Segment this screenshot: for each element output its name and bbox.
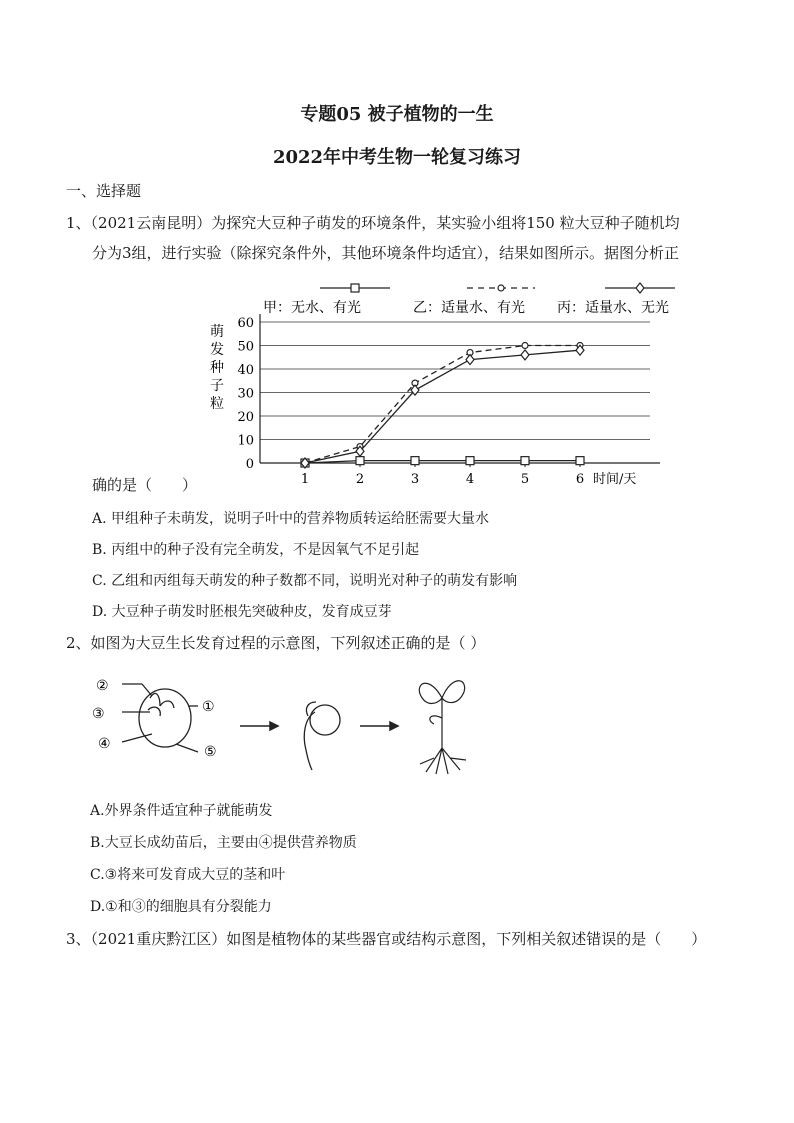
chart-y-label (210, 323, 224, 412)
label-5: ⑤ (204, 744, 217, 760)
page-title: 专题05 被子植物的一生 (300, 104, 494, 125)
series-0 (301, 457, 584, 467)
chart-x-ticks (301, 463, 584, 487)
marker-square (466, 457, 474, 465)
marker-square (356, 457, 364, 465)
marker-square (521, 457, 529, 465)
marker-circle (522, 343, 528, 349)
chart-series (301, 343, 584, 469)
series-2 (301, 345, 584, 468)
seed-diagram (122, 684, 198, 752)
marker-square (411, 457, 419, 465)
chart-x-label: 时间/天 (593, 472, 637, 487)
series-1 (302, 343, 583, 467)
soybean-development-figure (90, 668, 510, 778)
y-label-char: 子 (210, 378, 224, 394)
x-tick-label: 6 (575, 472, 585, 487)
marker-diamond (521, 350, 529, 360)
chart-y-ticks (237, 316, 254, 472)
label-1: ① (202, 699, 215, 715)
label-2: ② (96, 678, 109, 694)
seedling-diagram (304, 702, 340, 770)
series-line (305, 346, 580, 464)
arrow-icon (240, 722, 398, 730)
germination-line-chart (205, 280, 685, 490)
y-tick-label: 50 (237, 339, 254, 355)
q1-stem-line2: 分为3组，进行实验（除探究条件外，其他环境条件均适宜），结果如图所示。据图分析正 (92, 244, 680, 262)
q1-stem-line1: 1、（2021云南昆明）为探究大豆种子萌发的环境条件，某实验小组将150 粒大豆种子随机均 (66, 214, 680, 232)
marker-circle (498, 285, 504, 291)
y-label-char: 发 (210, 342, 224, 358)
y-tick-label: 30 (237, 386, 254, 402)
q3-stem: 3、（2021重庆黔江区）如图是植物体的某些器官或结构示意图，下列相关叙述错误的是（ ） (66, 930, 707, 948)
q1-option-a: A. 甲组种子未萌发，说明子叶中的营养物质转运给胚需要大量水 (92, 511, 490, 527)
plant-diagram (419, 681, 466, 774)
chart-grid (260, 322, 650, 440)
x-tick-label: 1 (300, 472, 310, 487)
label-3: ③ (92, 706, 105, 722)
y-tick-label: 40 (237, 363, 254, 378)
y-tick-label: 0 (245, 457, 254, 472)
x-tick-label: 3 (410, 472, 420, 487)
q2-option-c: C.③将来可发育成大豆的茎和叶 (90, 867, 286, 883)
chart-axes (260, 314, 660, 463)
label-4: ④ (98, 736, 111, 752)
y-tick-label: 10 (237, 433, 254, 449)
y-tick-label: 60 (237, 316, 254, 331)
marker-square (576, 457, 584, 465)
q2-option-b: B.大豆长成幼苗后，主要由④提供营养物质 (90, 835, 357, 851)
y-label-char: 粒 (210, 396, 224, 412)
q2-stem: 2、如图为大豆生长发育过程的示意图，下列叙述正确的是（ ） (66, 634, 486, 652)
marker-diamond (636, 283, 644, 293)
marker-diamond (466, 355, 474, 365)
q1-option-d: D. 大豆种子萌发时胚根先突破种皮，发育成豆芽 (92, 604, 392, 620)
q2-option-d: D.①和③的细胞具有分裂能力 (90, 899, 272, 915)
chart-legend (263, 283, 675, 316)
y-label-char: 种 (210, 360, 224, 376)
x-tick-label: 4 (465, 472, 475, 487)
x-tick-label: 5 (520, 472, 530, 487)
page-subtitle: 2022年中考生物一轮复习练习 (272, 147, 522, 168)
y-label-char: 萌 (210, 324, 224, 340)
q1-option-c: C. 乙组和丙组每天萌发的种子数都不同，说明光对种子的萌发有影响 (92, 573, 518, 589)
q1-stem-line3: 确的是（ ） (92, 476, 198, 494)
q1-option-b: B. 丙组中的种子没有完全萌发，不是因氧气不足引起 (92, 542, 420, 558)
section-heading: 一、选择题 (66, 182, 142, 200)
x-tick-label: 2 (355, 472, 365, 487)
legend-label: 甲：无水、有光 (263, 300, 361, 316)
marker-square (351, 284, 359, 292)
legend-label: 丙：适量水、无光 (557, 300, 669, 316)
q2-option-a: A.外界条件适宜种子就能萌发 (90, 803, 273, 819)
legend-label: 乙：适量水、有光 (413, 300, 525, 316)
y-tick-label: 20 (237, 410, 254, 425)
